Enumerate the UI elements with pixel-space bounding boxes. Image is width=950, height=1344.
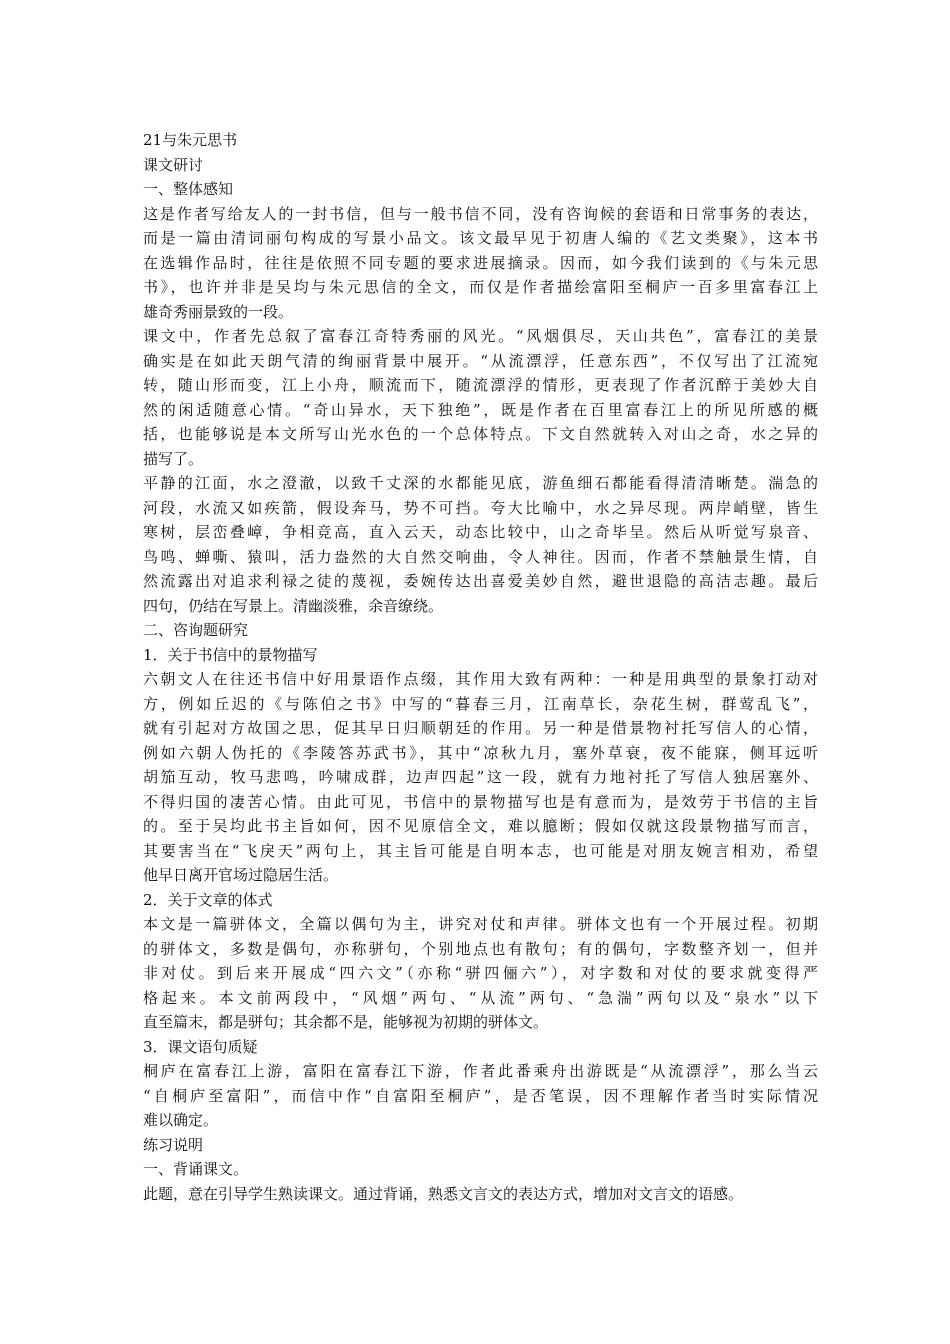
sub-heading [143, 888, 818, 913]
paragraph-line: 例如六朝人伪托的《李陵答苏武书》，其中“凉秋九月，塞外草衰，夜不能寐，侧耳远听 [143, 743, 818, 762]
document-title: 21与朱元思书 [143, 131, 238, 149]
paragraph-line: 就有引起对方故国之思，促其早日归顺朝廷的作用。另一种是借景物衬托写信人的心情， [143, 719, 818, 737]
paragraph-line: 然流露出对追求利禄之徒的蔑视，委婉传达出喜爱美妙自然，避世退隐的高洁志趣。最后 [143, 572, 818, 590]
sub-heading-text: 1．关于书信中的景物描写 [143, 645, 318, 664]
paragraph-line: 平静的江面，水之澄澈，以致千丈深的水都能见底，游鱼细石都能看得清清晰楚。湍急的 [143, 474, 818, 492]
paragraph-line: 这是作者写给友人的一封书信，但与一般书信不同，没有咨询候的套语和日常事务的表达， [143, 204, 818, 223]
paragraph-line: 难以确定。 [143, 1111, 219, 1129]
sub-heading [143, 177, 818, 202]
paragraph [143, 667, 818, 888]
sub-heading [143, 1035, 818, 1060]
paragraph [143, 1059, 818, 1133]
paragraph-line: 胡笳互动，牧马悲鸣，吟啸成群，边声四起”这一段，就有力地衬托了写信人独居塞外、 [143, 768, 818, 786]
document-body [143, 153, 818, 1207]
paragraph-line: 课文中，作者先总叙了富春江奇特秀丽的风光。“风烟俱尽，天山共色”，富春江的美景 [143, 327, 818, 345]
paragraph-line: 其要害当在“飞戾天”两句上，其主旨可能是自明本志，也可能是对朋友婉言相劝，希望 [143, 841, 818, 860]
sub-heading-text: 二、咨询题研究 [143, 621, 249, 639]
paragraph-line: 此题，意在引导学生熟读课文。通过背诵，熟悉文言文的表达方式，增加对文言文的语感。 [143, 1184, 744, 1203]
paragraph-line: 格起来。本文前两段中，“风烟”两句、“从流”两句、“急湍”两句以及“泉水”以下 [143, 988, 818, 1007]
paragraph-line: 描写了。 [143, 449, 204, 468]
paragraph-line: 在选辑作品时，往往是依照不同专题的要求进展摘录。因而，如今我们读到的《与朱元思 [143, 253, 818, 272]
paragraph-line: 的骈体文，多数是偶句，亦称骈句，个别地点也有散句；有的偶句，字数整齐划一，但并 [143, 939, 818, 958]
sub-heading [143, 618, 818, 643]
paragraph-line: 河段，水流又如疾箭，假设奔马，势不可挡。夸大比喻中，水之异尽现。两岸峭壁，皆生 [143, 498, 818, 517]
paragraph [143, 324, 818, 471]
paragraph-line: 转，随山形而变，江上小舟，顺流而下，随流漂浮的情形，更表现了作者沉醉于美妙大自 [143, 376, 818, 394]
sub-heading [143, 1157, 818, 1182]
sub-heading-text: 3．课文语句质疑 [143, 1037, 258, 1056]
paragraph-line: 桐庐在富春江上游，富阳在富春江下游，作者此番乘舟出游既是“从流漂浮”，那么当云 [143, 1062, 818, 1080]
section-heading [143, 153, 818, 178]
paragraph-line: 不得归国的凄苦心情。由此可见，书信中的景物描写也是有意而为，是效劳于书信的主旨 [143, 792, 818, 811]
document-page [143, 128, 818, 1206]
paragraph [143, 202, 818, 325]
paragraph-line: 鸟鸣、蝉嘶、猿叫，活力盎然的大自然交响曲，令人神往。因而，作者不禁触景生情，自 [143, 547, 818, 566]
section-heading-text: 练习说明 [143, 1135, 204, 1154]
paragraph-line: 的。至于吴均此书主旨如何，因不见原信全文，难以臆断；假如仅就这段景物描写而言， [143, 817, 818, 835]
paragraph-line: 方，例如丘迟的《与陈伯之书》中写的“暮春三月，江南草长，杂花生树，群莺乱飞”， [143, 694, 818, 713]
section-heading [143, 1133, 818, 1158]
paragraph-line: 四句，仍结在写景上。清幽淡雅，余音缭绕。 [143, 596, 444, 615]
paragraph-line: 而是一篇由清词丽句构成的写景小品文。该文最早见于初唐人编的《艺文类聚》，这本书 [143, 229, 818, 247]
paragraph-line: 他早日离开官场过隐居生活。 [143, 866, 339, 884]
section-heading-text: 课文研讨 [143, 155, 204, 174]
paragraph-line: 非对仗。到后来开展成“四六文”（亦称“骈四俪六”），对字数和对仗的要求就变得严 [143, 964, 818, 982]
paragraph-line: 括，也能够说是本文所写山光水色的一个总体特点。下文自然就转入对山之奇，水之异的 [143, 425, 818, 443]
paragraph [143, 1182, 818, 1207]
paragraph-line: 书》，也许并非是吴均与朱元思信的全文，而仅是作者描绘富阳至桐庐一百多里富春江上 [143, 278, 818, 296]
paragraph-line: “自桐庐至富阳”，而信中作“自富阳至桐庐”，是否笔误，因不理解作者当时实际情况 [143, 1086, 818, 1105]
sub-heading-text: 一、整体感知 [143, 180, 234, 198]
paragraph-line: 然的闲适随意心情。“奇山异水，天下独绝”，既是作者在百里富春江上的所见所感的概 [143, 400, 818, 419]
paragraph [143, 912, 818, 1035]
sub-heading-text: 2．关于文章的体式 [143, 890, 273, 909]
paragraph-line: 本文是一篇骈体文，全篇以偶句为主，讲究对仗和声律。骈体文也有一个开展过程。初期 [143, 915, 818, 933]
sub-heading [143, 643, 818, 668]
paragraph-line: 六朝文人在往还书信中好用景语作点缀，其作用大致有两种：一种是用典型的景象打动对 [143, 670, 818, 688]
paragraph-line: 雄奇秀丽景致的一段。 [143, 302, 294, 321]
sub-heading-text: 一、背诵课文。 [143, 1160, 249, 1178]
paragraph-line: 确实是在如此天朗气清的绚丽背景中展开。“从流漂浮，任意东西”，不仅写出了江流宛 [143, 351, 818, 370]
paragraph-line: 寒树，层峦叠嶂，争相竞高，直入云天，动态比较中，山之奇毕呈。然后从听觉写泉音、 [143, 523, 818, 541]
paragraph [143, 471, 818, 618]
paragraph-line: 直至篇末，都是骈句；其余都不是，能够视为初期的骈体文。 [143, 1013, 549, 1031]
